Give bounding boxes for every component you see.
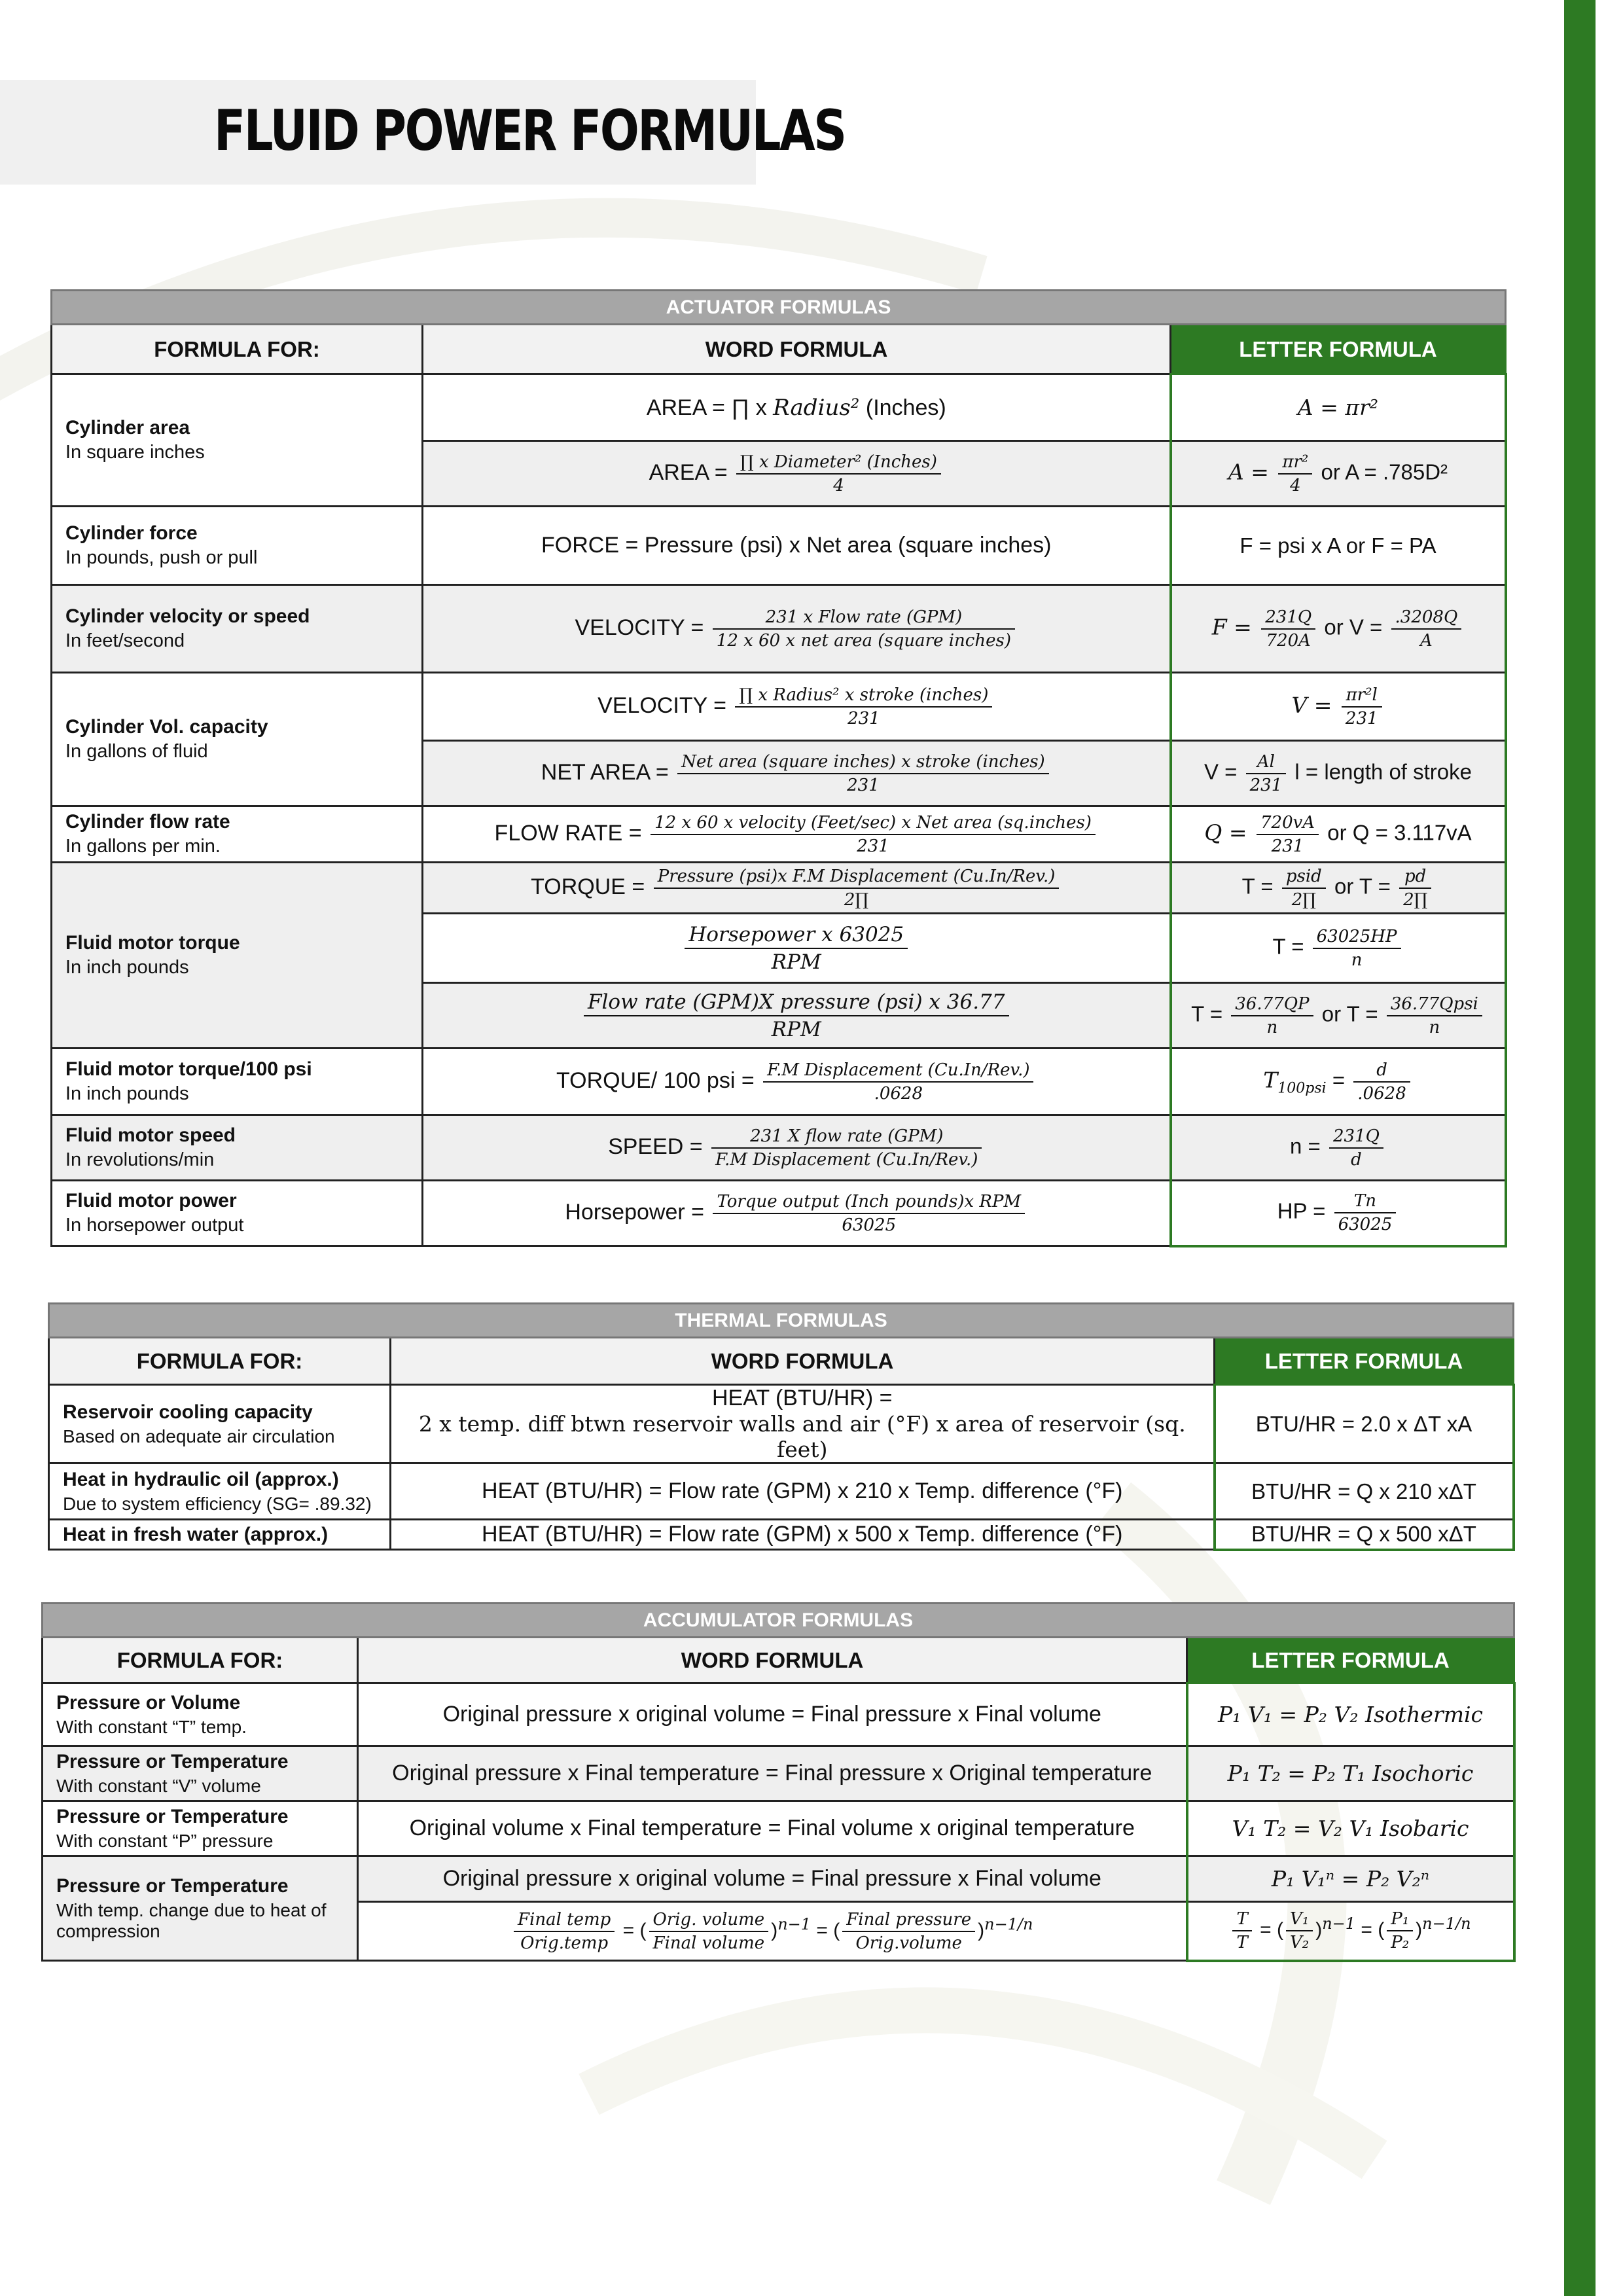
adiabatic-word-formula: $\frac{\text{Final temp}}{\text{Orig.temp}}$ = ( $\frac{\text{Orig. volume}}{\text{Final volume}}$ )$^{n-1}$ = ( $\frac{\text{Final pressure}}{\text{Orig.volume}}$ )$^{n-1/n}$ (358, 1902, 1187, 1961)
header-word-formula: WORD FORMULA (358, 1638, 1187, 1683)
word-formula: Horsepower = $\frac{\text{Torque output (Inch pounds)x RPM}}{63025}$ (423, 1181, 1171, 1246)
letter-formula: BTU/HR = 2.0 x ΔT xA (1215, 1385, 1514, 1463)
header-word-formula: WORD FORMULA (423, 325, 1171, 374)
word-formula: HEAT (BTU/HR) = 2 x temp. diff btwn reservoir walls and air (°F) x area of reservoir (sq. feet) (391, 1385, 1215, 1463)
word-formula: FLOW RATE = $\frac{\text{12 x 60 x velocity (Feet/sec) x Net area (sq.inches)}}{231}$ (423, 806, 1171, 863)
letter-formula: T = $\frac{36.77QP}{n}$ or T = $\frac{\text{36.77Qpsi}}{n}$ (1171, 983, 1506, 1049)
word-formula: $\frac{\text{Horsepower x 63025}}{\text{RPM}}$ (423, 914, 1171, 983)
letter-formula: P₁ V₁ⁿ = P₂ V₂ⁿ (1187, 1856, 1514, 1902)
letter-formula: $T_{100psi}$ = $\frac{d}{.0628}$ (1171, 1049, 1506, 1115)
word-formula: Original pressure x original volume = Final pressure x Final volume (358, 1683, 1187, 1746)
letter-formula: F = psi x A or F = PA (1171, 507, 1506, 585)
letter-formula: F = $\frac{231Q}{720A}$ or V = $\frac{.3208Q}{A}$ (1171, 585, 1506, 673)
letter-formula: T = $\frac{63025HP}{n}$ (1171, 914, 1506, 983)
word-formula: AREA = ∏ x Radius² (Inches) (423, 374, 1171, 441)
row-name: Cylinder area (65, 417, 190, 439)
header-letter-formula: LETTER FORMULA (1171, 325, 1506, 374)
header-formula-for: FORMULA FOR: (52, 325, 423, 374)
row-label: Cylinder velocity or speed In feet/second (52, 585, 423, 673)
row-label: Cylinder force In pounds, push or pull (52, 507, 423, 585)
row-label: Heat in fresh water (approx.) (49, 1520, 391, 1550)
word-formula: FORCE = Pressure (psi) x Net area (square inches) (423, 507, 1171, 585)
word-formula: TORQUE = $\frac{\text{Pressure (psi)x F.M Displacement (Cu.In/Rev.)}}{2\prod}$ (423, 863, 1171, 914)
row-label: Pressure or Temperature With constant “V” volume (43, 1746, 358, 1801)
row-label: Heat in hydraulic oil (approx.) Due to system efficiency (SG= .89.32) (49, 1463, 391, 1520)
word-formula: HEAT (BTU/HR) = Flow rate (GPM) x 210 x Temp. difference (°F) (391, 1463, 1215, 1520)
row-label: Pressure or Temperature With temp. change due to heat of compression (43, 1856, 358, 1961)
row-label: Fluid motor speed In revolutions/min (52, 1115, 423, 1181)
header-letter-formula: LETTER FORMULA (1215, 1338, 1514, 1385)
row-sub: In square inches (65, 442, 205, 463)
letter-formula: A = $\frac{\text{πr²}}{4}$ or A = .785D² (1171, 441, 1506, 507)
letter-formula: T = $\frac{\text{psid}}{2\prod}$ or T = $\frac{pd}{2\prod}$ (1171, 863, 1506, 914)
header-word-formula: WORD FORMULA (391, 1338, 1215, 1385)
word-formula: AREA = $\frac{\text{∏ x Diameter² (Inches)}}{4}$ (423, 441, 1171, 507)
green-side-bar (1564, 0, 1596, 2296)
actuator-formulas-table (50, 289, 1507, 1247)
row-label: Cylinder Vol. capacity In gallons of fluid (52, 673, 423, 806)
page-title: FLUID POWER FORMULAS (214, 98, 846, 164)
row-label: Reservoir cooling capacity Based on adequate air circulation (49, 1385, 391, 1463)
row-label: Fluid motor torque In inch pounds (52, 863, 423, 1049)
row-label: Fluid motor torque/100 psi In inch pounds (52, 1049, 423, 1115)
word-formula: Original pressure x original volume = Final pressure x Final volume (358, 1856, 1187, 1902)
table-caption: THERMAL FORMULAS (49, 1304, 1514, 1338)
letter-formula: V = $\frac{Al}{231}$ l = length of stroke (1171, 741, 1506, 806)
thermal-formulas-table (48, 1302, 1515, 1551)
word-formula: TORQUE/ 100 psi = $\frac{\text{F.M Displacement (Cu.In/Rev.)}}{.0628}$ (423, 1049, 1171, 1115)
row-label: Pressure or Volume With constant “T” temp. (43, 1683, 358, 1746)
letter-formula: P₁ T₂ = P₂ T₁ Isochoric (1187, 1746, 1514, 1801)
row-label: Pressure or Temperature With constant “P” pressure (43, 1801, 358, 1856)
word-formula: Original volume x Final temperature = Final volume x original temperature (358, 1801, 1187, 1856)
row-label: Cylinder flow rate In gallons per min. (52, 806, 423, 863)
accumulator-formulas-table (41, 1602, 1516, 1962)
letter-formula: A = πr² (1171, 374, 1506, 441)
adiabatic-letter-formula: $\frac{T}{T}$ = ( $\frac{\text{V₁}}{\text{V₂}}$ )$^{n-1}$ = ( $\frac{\text{P₁}}{\text{P₂}}$ )$^{n-1/n}$ (1187, 1902, 1514, 1961)
word-formula: SPEED = $\frac{\text{231 X flow rate (GPM)}}{\text{F.M Displacement (Cu.In/Rev.)}}$ (423, 1115, 1171, 1181)
header-letter-formula: LETTER FORMULA (1187, 1638, 1514, 1683)
word-formula: VELOCITY = $\frac{\text{231 x Flow rate (GPM)}}{\text{12 x 60 x net area (square inches)}}$ (423, 585, 1171, 673)
letter-formula: BTU/HR = Q x 500 xΔT (1215, 1520, 1514, 1550)
row-label: Fluid motor power In horsepower output (52, 1181, 423, 1246)
row-label (52, 374, 423, 507)
word-formula: NET AREA = $\frac{\text{Net area (square inches) x stroke (inches)}}{231}$ (423, 741, 1171, 806)
letter-formula: P₁ V₁ = P₂ V₂ Isothermic (1187, 1683, 1514, 1746)
header-formula-for: FORMULA FOR: (49, 1338, 391, 1385)
table-caption: ACCUMULATOR FORMULAS (43, 1604, 1514, 1638)
letter-formula: BTU/HR = Q x 210 xΔT (1215, 1463, 1514, 1520)
table-caption: ACTUATOR FORMULAS (52, 291, 1506, 325)
word-formula: HEAT (BTU/HR) = Flow rate (GPM) x 500 x Temp. difference (°F) (391, 1520, 1215, 1550)
word-formula: $\frac{\text{Flow rate (GPM)X pressure (psi) x 36.77}}{\text{RPM}}$ (423, 983, 1171, 1049)
letter-formula: V = $\frac{\text{πr²l}}{231}$ (1171, 673, 1506, 741)
letter-formula: HP = $\frac{Tn}{63025}$ (1171, 1181, 1506, 1246)
letter-formula: n = $\frac{231Q}{d}$ (1171, 1115, 1506, 1181)
word-formula: Original pressure x Final temperature = Final pressure x Original temperature (358, 1746, 1187, 1801)
letter-formula: V₁ T₂ = V₂ V₁ Isobaric (1187, 1801, 1514, 1856)
word-formula: VELOCITY = $\frac{\text{∏ x Radius² x stroke (inches)}}{231}$ (423, 673, 1171, 741)
header-formula-for: FORMULA FOR: (43, 1638, 358, 1683)
letter-formula: Q = $\frac{720vA}{231}$ or Q = 3.117vA (1171, 806, 1506, 863)
